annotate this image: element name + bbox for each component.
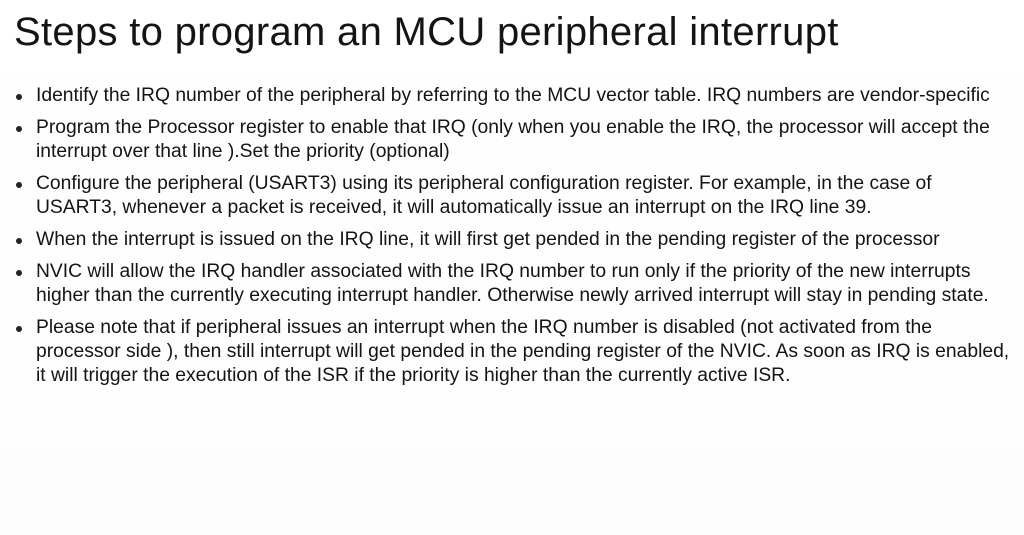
bullet-item [14,260,1012,308]
bullet-item [14,228,1012,252]
bullet-icon [16,270,22,276]
slide-title: Steps to program an MCU peripheral interrupt [14,10,839,54]
bullet-item [14,316,1012,388]
bullet-text: Program the Processor register to enable that IRQ (only when you enable the IRQ, the processor will accept the interrupt over that line ).Set the priority (optional) [36,117,990,162]
bullet-text: NVIC will allow the IRQ handler associated with the IRQ number to run only if the priority of the new interrupts higher than the currently executing interrupt handler. Otherwise newly arrived interrupt will stay in pending state. [36,261,989,306]
bullet-icon [16,94,22,100]
bullet-text: Identify the IRQ number of the peripheral by referring to the MCU vector table. IRQ numbers are vendor-specific [36,85,990,106]
bullet-item [14,172,1012,220]
bullet-item [14,84,1012,108]
bullet-text: Configure the peripheral (USART3) using its peripheral configuration register. For example, in the case of USART3, whenever a packet is received, it will automatically issue an interrupt on the IRQ line 39. [36,173,932,218]
bullet-icon [16,326,22,332]
bullet-icon [16,182,22,188]
bullet-text: When the interrupt is issued on the IRQ line, it will first get pended in the pending register of the processor [36,229,940,250]
bullet-icon [16,126,22,132]
bullet-list [14,84,1012,396]
bullet-icon [16,238,22,244]
bullet-text: Please note that if peripheral issues an interrupt when the IRQ number is disabled (not activated from the processor side ), then still interrupt will get pended in the pending register of the NVIC. As soon as IRQ is enabled, it will trigger the execution of the ISR if the priority is higher than the currently active ISR. [36,317,1010,386]
bullet-item [14,116,1012,164]
